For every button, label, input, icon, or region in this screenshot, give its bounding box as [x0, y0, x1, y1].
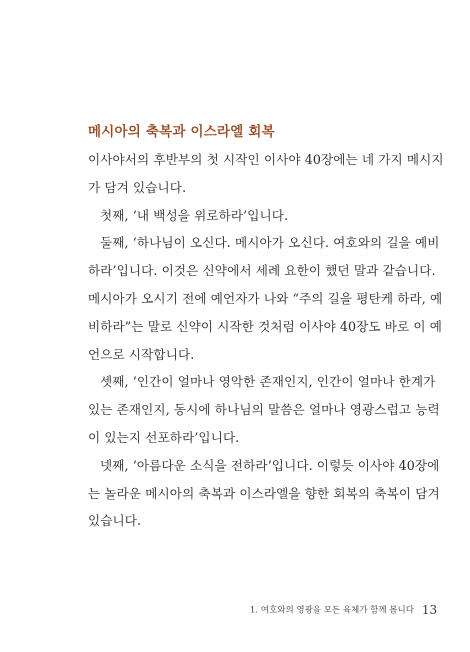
text-line: 언으로 시작합니다. [88, 346, 195, 362]
text-line: 셋째, ‘인간이 얼마나 영악한 존재인지, 인간이 얼마나 한계가 [100, 374, 436, 390]
text-line: 는 놀라운 메시아의 축복과 이스라엘을 향한 회복의 축복이 담겨 [88, 485, 440, 501]
running-chapter-title: 1. 여호와의 영광을 모든 육체가 함께 봅니다 [250, 605, 414, 616]
text-line: 이사야서의 후반부의 첫 시작인 이사야 40장에는 네 가지 메시지 [88, 152, 444, 167]
text-line: 비하라”는 말로 신약이 시작한 것처럼 이사야 40장도 바로 이 예 [88, 318, 443, 334]
body-text [88, 146, 444, 535]
text-line: 가 담겨 있습니다. [88, 179, 187, 195]
page-number: 13 [421, 602, 438, 617]
text-line: 첫째, ‘내 백성을 위로하라’입니다. [100, 207, 289, 223]
text-line: 있습니다. [88, 513, 142, 529]
text-line: 있는 존재인지, 동시에 하나님의 말씀은 얼마나 영광스럽고 능력 [88, 402, 440, 418]
text-line: 이 있는지 선포하라’입니다. [88, 429, 240, 445]
text-line: 하라’입니다. 이것은 신약에서 세례 요한이 했던 말과 같습니다. [88, 263, 436, 279]
text-line: 둘째, ‘하나님이 오신다. 메시아가 오신다. 여호와의 길을 예비 [100, 235, 440, 251]
text-line: 넷째, ‘아름다운 소식을 전하라’입니다. 이렇듯 이사야 40장에 [100, 457, 440, 473]
page-footer [250, 599, 437, 618]
text-line: 메시아가 오시기 전에 예언자가 나와 “주의 길을 평탄케 하라, 예 [88, 290, 443, 306]
section-heading: 메시아의 축복과 이스라엘 회복 [88, 124, 275, 140]
